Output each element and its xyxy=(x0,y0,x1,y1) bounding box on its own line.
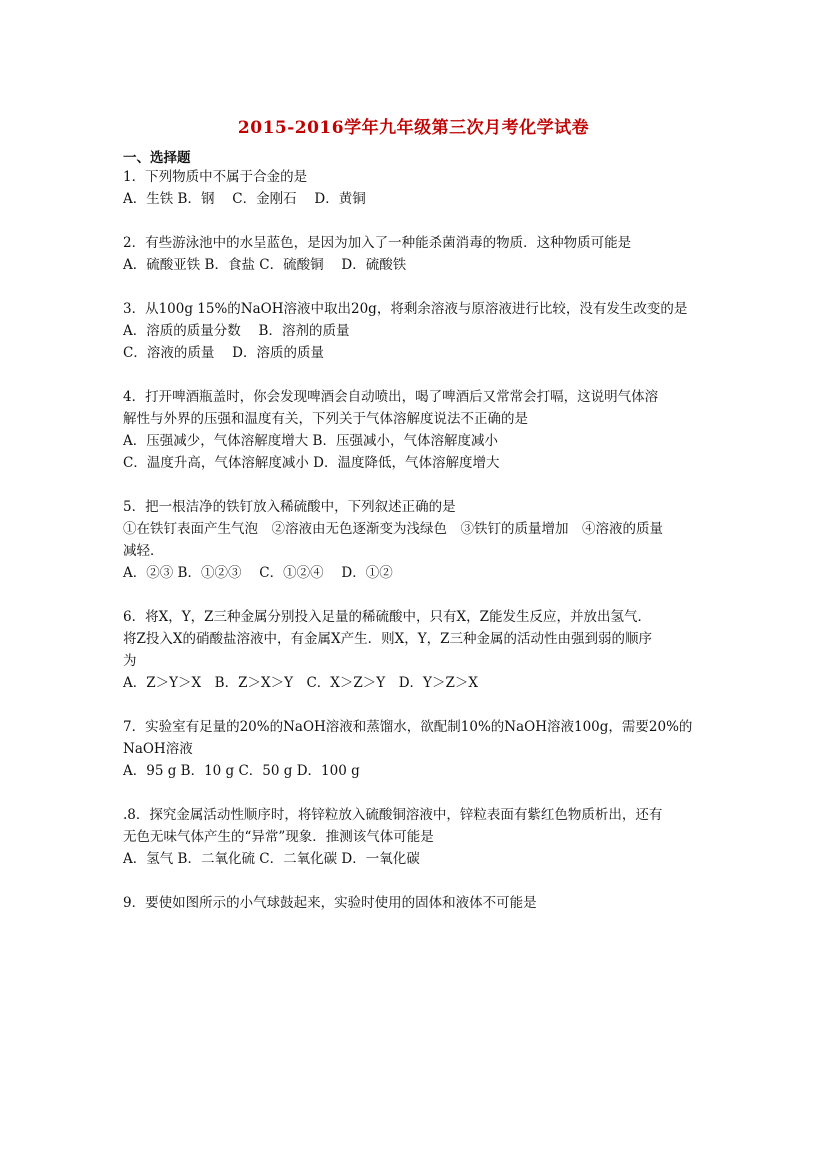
question-8-line: A．氢气 B．二氧化硫 C．二氧化碳 D．一氧化碳 xyxy=(123,851,420,867)
question-4-line: 4．打开啤酒瓶盖时，你会发现啤酒会自动喷出，喝了啤酒后又常常会打嗝，这说明气体溶 xyxy=(123,389,659,405)
question-6-line: 为 xyxy=(123,653,137,669)
question-6-line: A．Z＞Y＞X B．Z＞X＞Y C．X＞Z＞Y D．Y＞Z＞X xyxy=(123,675,478,691)
question-1 xyxy=(123,166,708,210)
question-1-line: A．生铁 B．钢 C．金刚石 D．黄铜 xyxy=(123,191,366,207)
question-4-line: 解性与外界的压强和温度有关，下列关于气体溶解度说法不正确的是 xyxy=(123,411,528,427)
question-5-line: 5．把一根洁净的铁钉放入稀硫酸中，下列叙述正确的是 xyxy=(123,499,456,515)
section-heading: 一、选择题 xyxy=(123,150,191,166)
question-6-line: 6．将X，Y，Z三种金属分别投入足量的稀硫酸中，只有X，Z能发生反应，并放出氢气． xyxy=(123,609,651,625)
question-7 xyxy=(123,716,708,782)
question-6-line: 将Z投入X的硝酸盐溶液中，有金属X产生．则X，Y，Z三种金属的活动性由强到弱的顺序 xyxy=(123,631,653,647)
question-5-line: ①在铁钉表面产生气泡 ②溶液由无色逐渐变为浅绿色 ③铁钉的质量增加 ④溶液的质量 xyxy=(123,521,663,537)
question-7-line: 7．实验室有足量的20%的NaOH溶液和蒸馏水，欲配制10%的NaOH溶液100g，需要20%的 xyxy=(123,719,693,735)
question-8 xyxy=(123,804,708,870)
question-2-line: 2．有些游泳池中的水呈蓝色，是因为加入了一种能杀菌消毒的物质．这种物质可能是 xyxy=(123,235,632,251)
question-4-line: A．压强减少，气体溶解度增大 B．压强减小，气体溶解度减小 xyxy=(123,433,498,449)
question-9-line: 9．要使如图所示的小气球鼓起来，实验时使用的固体和液体不可能是 xyxy=(123,895,537,911)
question-5 xyxy=(123,496,708,584)
question-5-line: A．②③ B．①②③ C．①②④ D．①② xyxy=(123,565,393,581)
question-7-line: NaOH溶液 xyxy=(123,741,193,757)
question-2 xyxy=(123,232,708,276)
question-8-line: .8．探究金属活动性顺序时，将锌粒放入硫酸铜溶液中，锌粒表面有紫红色物质析出，还有 xyxy=(123,807,663,823)
question-3-line: C．溶液的质量 D．溶质的质量 xyxy=(123,345,324,361)
question-2-line: A．硫酸亚铁 B．食盐 C．硫酸铜 D．硫酸铁 xyxy=(123,257,407,273)
question-8-line: 无色无味气体产生的“异常”现象．推测该气体可能是 xyxy=(123,829,434,845)
question-4 xyxy=(123,386,708,474)
question-3 xyxy=(123,298,708,364)
question-6 xyxy=(123,606,708,694)
question-9 xyxy=(123,892,708,914)
questions-list xyxy=(123,166,708,936)
question-1-line: 1．下列物质中不属于合金的是 xyxy=(123,169,308,185)
question-7-line: A．95 g B．10 g C．50 g D．100 g xyxy=(123,763,360,779)
question-3-line: 3．从100g 15%的NaOH溶液中取出20g，将剩余溶液与原溶液进行比较，没有发生改变的是 xyxy=(123,301,688,317)
question-4-line: C．温度升高，气体溶解度减小 D．温度降低，气体溶解度增大 xyxy=(123,455,500,471)
page-title: 2015-2016学年九年级第三次月考化学试卷 xyxy=(237,118,590,138)
question-5-line: 减轻． xyxy=(123,543,164,559)
question-3-line: A．溶质的质量分数 B．溶剂的质量 xyxy=(123,323,350,339)
